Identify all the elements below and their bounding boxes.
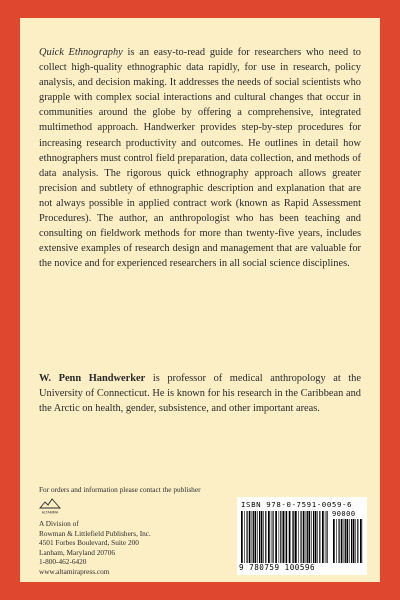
publisher-address [39,519,151,577]
barcode-bar [339,519,340,563]
author-name: W. Penn Handwerker [39,373,146,384]
publisher-line: 1-800-462-6420 [39,557,87,567]
barcode-bar [283,511,285,563]
barcode-bar [315,511,317,563]
barcode-bar [293,511,294,563]
publisher-line: Rowman & Littlefield Publishers, Inc. [39,528,151,538]
barcode-bar [252,511,253,563]
barcode-bar [263,511,264,563]
price-addon-digits: 90000 [332,510,356,518]
barcode-bar [244,511,245,563]
barcode-bar [285,511,286,563]
barcode-bar [253,511,254,563]
ean-digits: 9 780759 100596 [239,563,316,572]
barcode-bar [261,511,263,563]
barcode-bar [319,511,320,563]
barcode-bar [306,511,307,563]
barcode-bar [280,511,281,563]
barcode-bar [349,519,350,563]
publisher-line: www.altamirapress.com [39,566,110,576]
barcode-bar [317,511,318,563]
barcode-bar [289,511,291,563]
barcode-bar [322,511,324,563]
barcode-bar [353,519,355,563]
barcode-bar [336,519,337,563]
publisher-line: 4501 Forbes Boulevard, Suite 200 [39,538,139,548]
barcode-bar [344,519,345,563]
barcode-bar [295,511,297,563]
barcode-bar [275,511,277,563]
barcode-bar [303,511,305,563]
barcode-bar [309,511,311,563]
barcode-bar [313,511,314,563]
barcode-bar [268,511,270,563]
barcode-bar [345,519,346,563]
barcode-bar [301,511,302,563]
barcode-bar [265,511,266,563]
orders-note: For orders and information please contact the publisher [39,485,201,494]
author-bio [39,371,361,416]
barcode-bar [249,511,251,563]
barcode-bar [259,511,260,563]
back-cover [20,18,380,582]
barcode-bar [292,511,293,563]
barcode-bar [347,519,349,563]
barcode-bar [247,511,248,563]
isbn-number: ISBN 978-0-7591-0059-6 [241,500,353,509]
barcode-bar [279,511,280,563]
barcode-bar [273,511,274,563]
barcode-bar [325,511,326,563]
logo-text: ALTAMIRA [41,510,59,515]
barcode-bar [307,511,308,563]
barcode-bar [351,519,352,563]
price-addon-bars [333,519,363,563]
barcode-bar [355,519,356,563]
barcode-bar [241,511,243,563]
publisher-line: Lanham, Maryland 20706 [39,547,115,557]
barcode-bar [257,511,258,563]
barcode-bar [341,519,343,563]
barcode-bar [360,519,362,563]
ean-barcode-bars [241,511,329,563]
barcode-bar [271,511,272,563]
barcode-bar [327,511,328,563]
barcode-bar [311,511,312,563]
book-description [39,45,361,271]
barcode-bar [357,519,358,563]
barcode-bar [286,511,287,563]
altamira-press-logo [39,497,61,515]
barcode-bar [298,511,299,563]
barcode-bar [333,519,335,563]
book-title: Quick Ethnography [39,47,123,58]
barcode [237,497,367,575]
publisher-line: A Division of [39,519,79,528]
author-bio-text: is professor of medical anthropology at the University of Connecticut. He is known for his research in the Caribbean and the Arctic on health, gender, subsistence, and other important areas. [39,373,361,415]
description-text: is an easy-to-read guide for researchers who need to collect high-quality ethnographic data rapidly, for use in research, policy analysis, and decision making. It addresses the needs of social scientists who grapple with complex social interactions and cultural changes that occur in communities around the globe by offering a comprehensive, integrated multimethod approach. Handwerker provides step-by-step procedures for increasing research productivity and outcomes. He outlines in detail how ethnographers must control field preparation, data collection, and methods of data analysis. The rigorous quick ethnography approach allows greater precision and subtlety of ethnographic description and explanation that are not always possible in applied contract work (known as Rapid Assessment Procedures). The author, an anthropologist who has been teaching and consulting on fieldwork methods for more than twenty-five years, includes extensive examples of research design and management that are valuable for the novice and for experienced researchers in all social science disciplines. [39,47,361,270]
barcode-bar [255,511,257,563]
